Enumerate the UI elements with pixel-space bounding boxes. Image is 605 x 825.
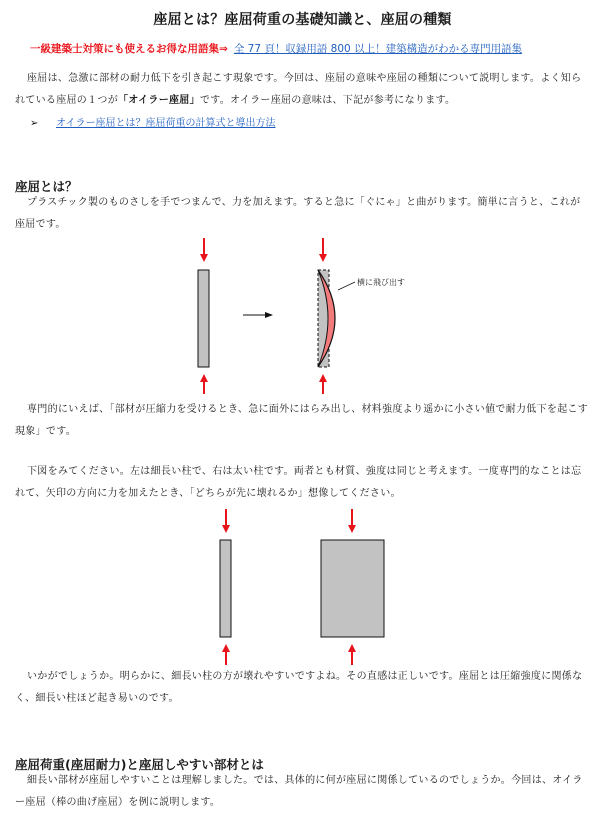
related-link-line <box>30 114 276 129</box>
euler-buckling-link[interactable]: オイラー座屈とは？座屈荷重の計算式と導出方法 <box>56 118 276 129</box>
intro-emphasis: 「オイラー座屈」 <box>118 95 200 106</box>
section1-paragraph-3: 下図をみてください。左は細長い柱で、右は太い柱です。両者とも材質、強度は同じと考えます。一度専門的なことは忘れて、矢印の方向に力を加えたとき、「どちらが先に壊れるか」想像してください。 <box>15 466 582 499</box>
section1-paragraph-2: 専門的にいえば、「部材が圧縮力を受けるとき、急に面外にはらみ出し、材料強度より遥かに小さい値で耐力低下を起こす現象」です。 <box>15 404 589 437</box>
buckled-column-group <box>318 238 405 394</box>
straight-column-group <box>198 238 209 394</box>
slender-column <box>220 540 231 637</box>
arrow-bullet-icon: ➢ <box>30 118 39 129</box>
promo-label: 一級建築士対策にも使えるお得な用語集⇒ <box>30 43 228 55</box>
intro-text-after: です。オイラー座屈の意味は、下記が参考になります。 <box>199 95 456 106</box>
thick-column-group <box>321 509 384 665</box>
callout-leader-line <box>338 282 355 290</box>
slender-column-group <box>220 509 231 665</box>
section2-paragraph-1: 細長い部材が座屈しやすいことは理解しました。では、具体的に何が座屈に関係しているのでしょうか。今回は、オイラー座屈（棒の曲げ座屈）を例に説明します。 <box>15 775 583 808</box>
callout-label: 横に飛び出す <box>357 278 405 287</box>
section-heading-buckling: 座屈とは？ <box>15 179 78 194</box>
straight-column <box>198 270 209 367</box>
glossary-link[interactable]: 全 77 頁！収録用語 800 以上！建築構造がわかる専門用語集 <box>233 43 523 55</box>
section1-paragraph-1: プラスチック製のものさしを手でつまんで、力を加えます。すると急に「ぐにゃ」と曲がります。簡単に言うと、これが座屈です。 <box>15 197 581 230</box>
promo-line <box>30 41 590 56</box>
intro-text-before: 座屈は、急激に部材の耐力低下を引き起こす現象です。今回は、座屈の意味や座屈の種類について説明します。よく知られている座屈の１つが <box>15 73 582 106</box>
section-heading-buckling-load: 座屈荷重(座屈耐力)と座屈しやすい部材とは <box>15 757 264 772</box>
buckling-figure <box>0 230 605 400</box>
column-comparison-figure <box>0 505 605 665</box>
section1-paragraph-4: いかがでしょうか。明らかに、細長い柱の方が壊れやすいですよね。その直感は正しいです。座屈とは圧縮強度に関係なく、細長い柱ほど起き易いのです。 <box>15 671 583 704</box>
intro-paragraph <box>15 68 590 112</box>
thick-column <box>321 540 384 637</box>
page-title: 座屈とは？座屈荷重の基礎知識と、座屈の種類 <box>153 12 452 28</box>
